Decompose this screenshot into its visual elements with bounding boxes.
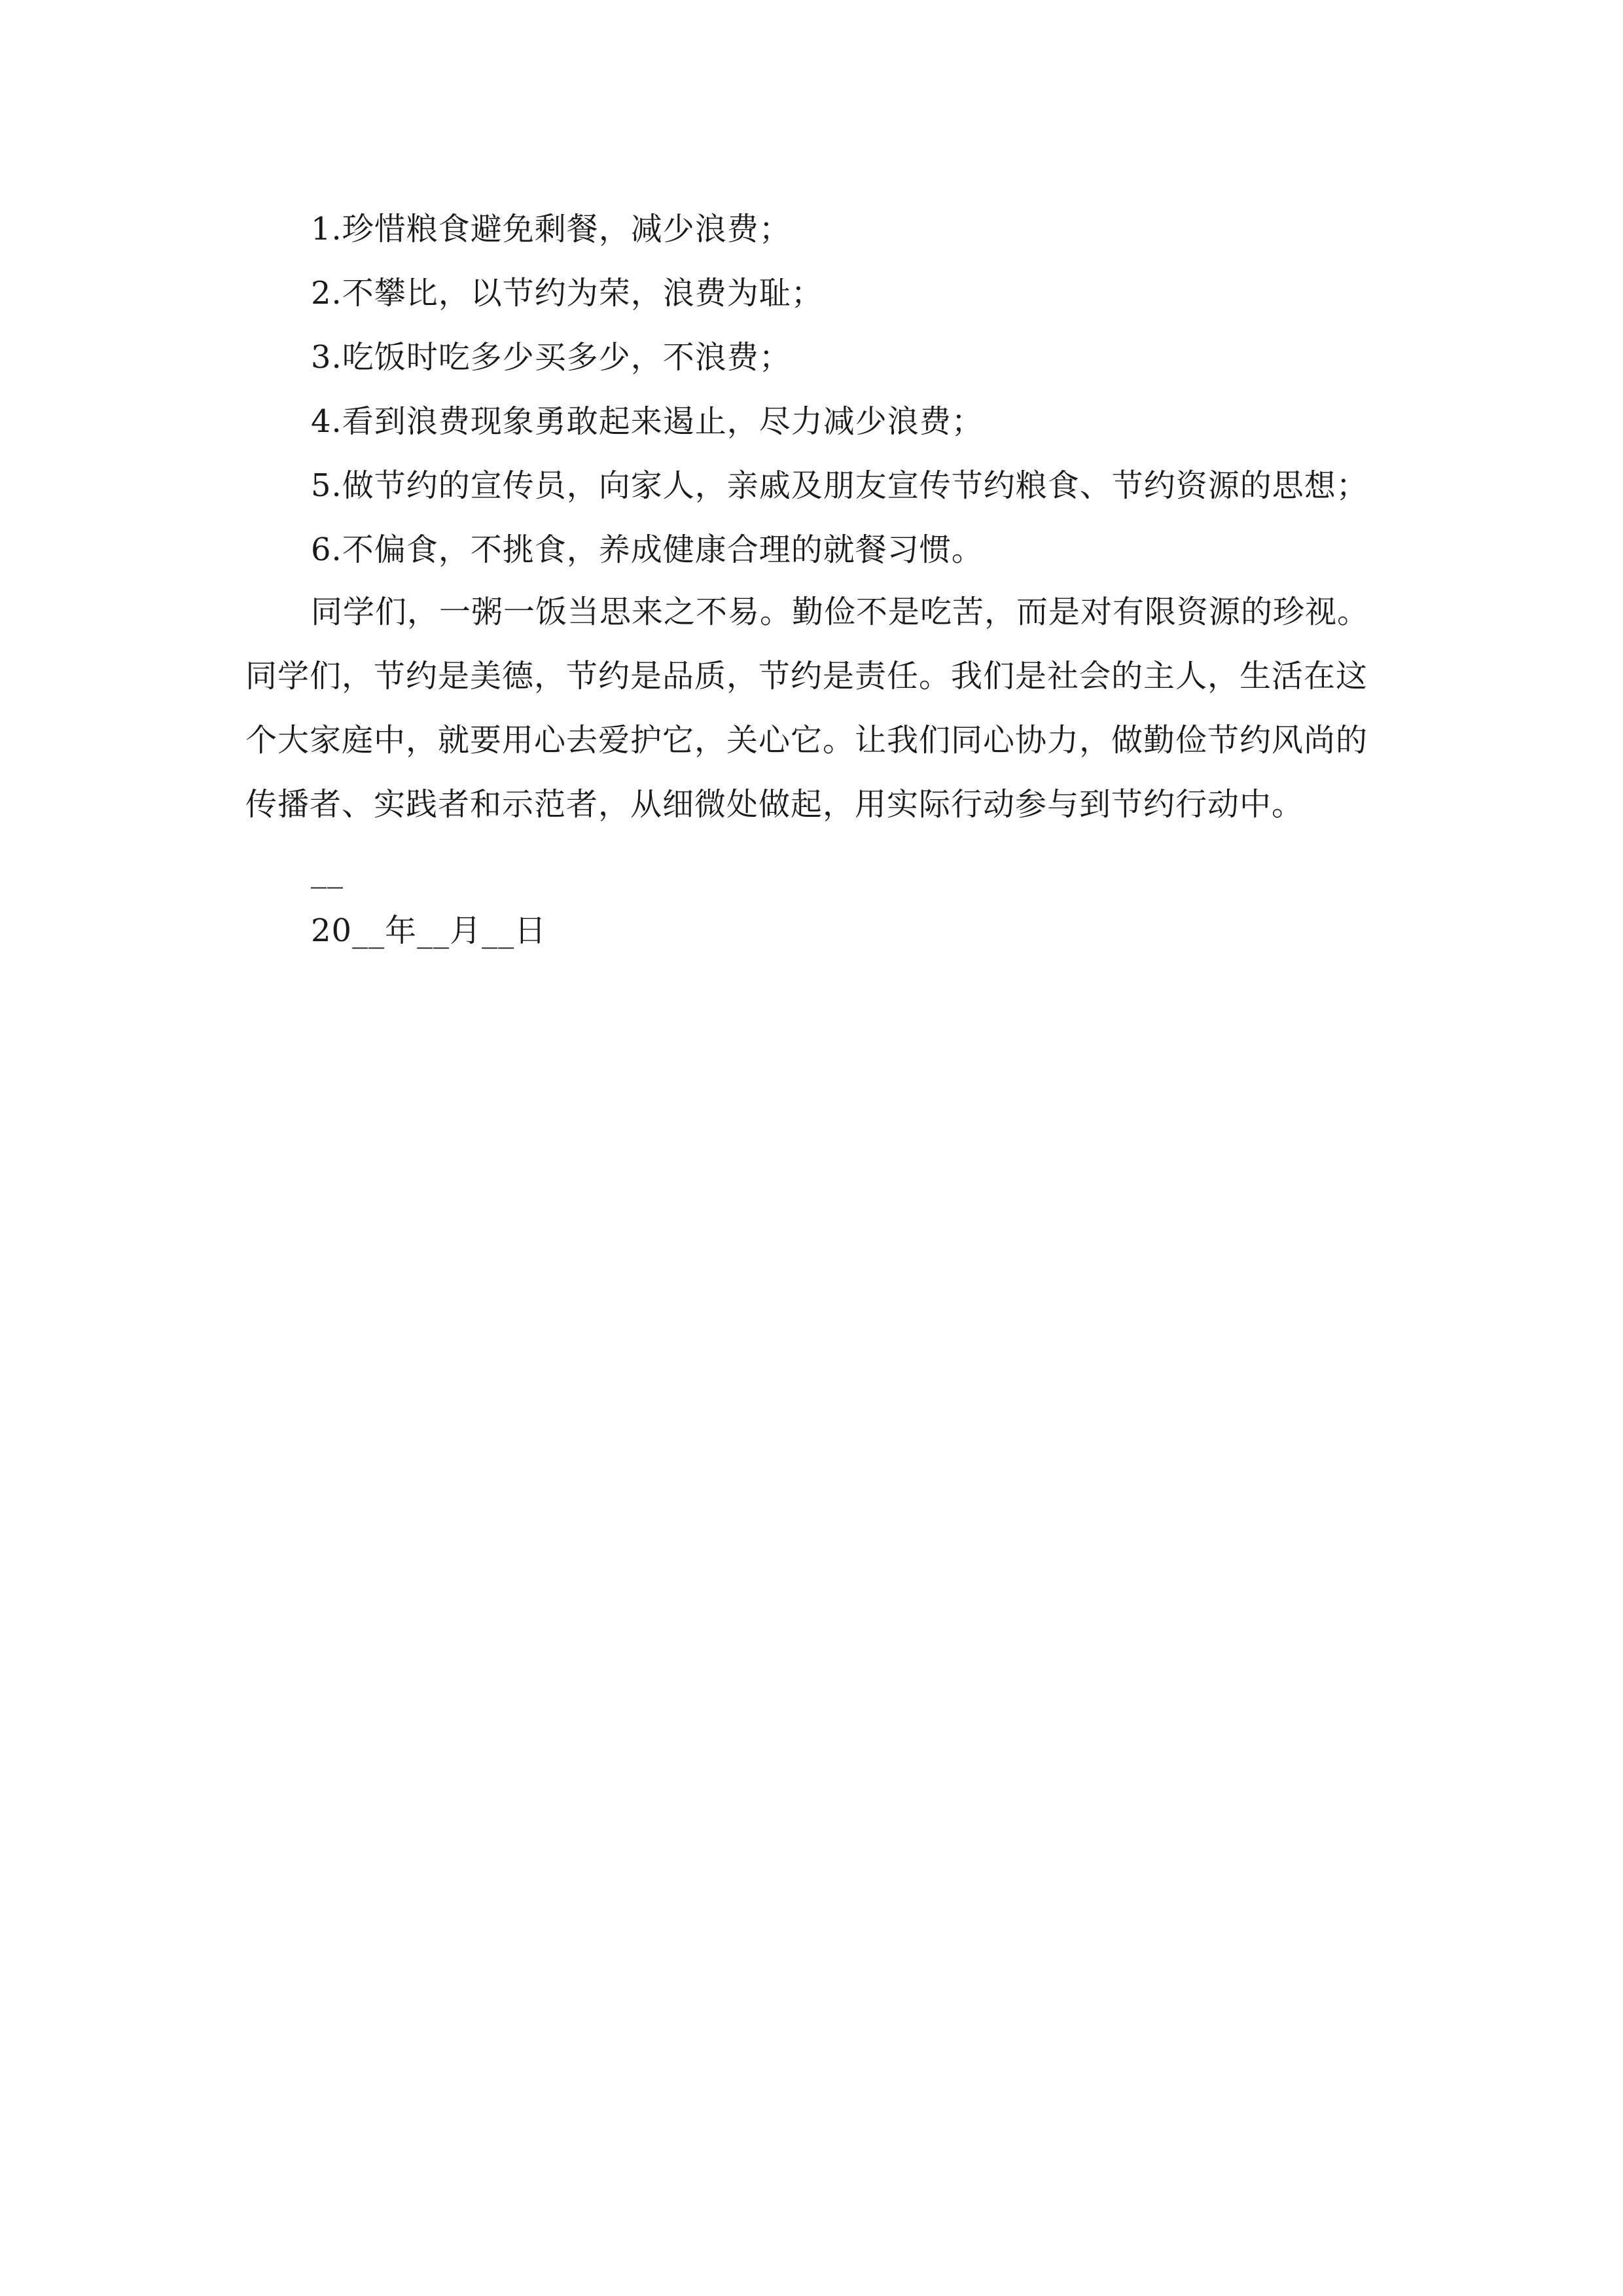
paragraph-line-2: 同学们，节约是美德，节约是品质，节约是责任。我们是社会的主人，生活在这 [245, 658, 1368, 694]
paragraph-line-4: 传播者、实践者和示范者，从细微处做起，用实际行动参与到节约行动中。 [245, 786, 1304, 823]
list-item-1: 1.珍惜粮食避免剩餐，减少浪费； [311, 211, 791, 247]
list-item-3: 3.吃饭时吃多少买多少，不浪费； [311, 339, 791, 376]
signature-blank: __ [311, 852, 344, 889]
paragraph-line-3: 个大家庭中，就要用心去爱护它，关心它。让我们同心协力，做勤俭节约风尚的 [245, 722, 1368, 759]
list-item-2: 2.不攀比，以节约为荣，浪费为耻； [311, 275, 823, 312]
list-item-5: 5.做节约的宣传员，向家人，亲戚及朋友宣传节约粮食、节约资源的思想； [311, 467, 1368, 504]
paragraph-line-1: 同学们，一粥一饭当思来之不易。勤俭不是吃苦，而是对有限资源的珍视。 [311, 594, 1370, 630]
date-line: 20__年__月__日 [311, 912, 547, 949]
list-item-4: 4.看到浪费现象勇敢起来遏止，尽力减少浪费； [311, 403, 984, 440]
list-item-6: 6.不偏食，不挑食，养成健康合理的就餐习惯。 [311, 531, 984, 568]
